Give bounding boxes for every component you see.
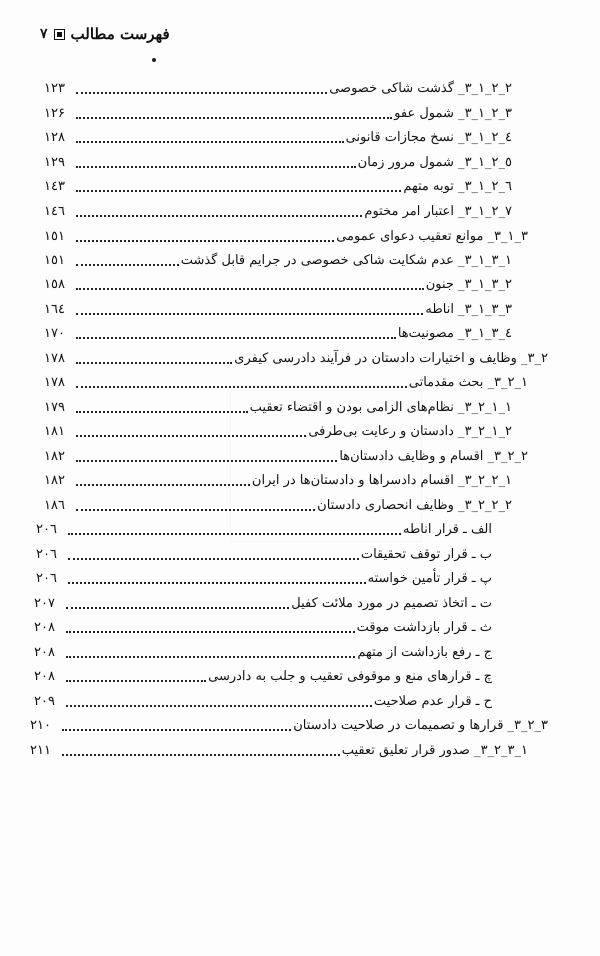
toc-entry[interactable]	[0, 250, 600, 272]
toc-entry-label: چ ـ قرارهای منع و موقوفی تعقیب و جلب به دادرسی	[208, 669, 492, 684]
toc-entry-label: ۱_۲_۳_ بحث مقدماتی	[408, 375, 528, 390]
toc-entry-body	[66, 544, 492, 566]
toc-entry-label: ۲_۱_۲_۳_ دادستان و رعایت بی‌طرفی	[308, 424, 512, 439]
toc-page-number: ۲۱۰	[30, 718, 51, 733]
toc-entry[interactable]	[0, 715, 600, 737]
toc-entry[interactable]	[0, 348, 600, 370]
toc-entry-label: ٤_۲_۱_۳_ نسخ مجازات قانونی	[345, 130, 512, 145]
toc-entry-body	[60, 740, 528, 762]
dot-leader	[76, 313, 423, 315]
toc-entry[interactable]	[0, 78, 600, 100]
dot-leader	[76, 386, 407, 388]
toc-entry[interactable]	[0, 226, 600, 248]
toc-page-number: ۱۸۱	[44, 424, 65, 439]
toc-page-number: ۱۲۳	[44, 81, 65, 96]
toc-page-number: ۱۷۹	[44, 400, 65, 415]
toc-entry-body	[74, 299, 512, 321]
dot-leader	[76, 92, 327, 94]
ink-dot	[152, 58, 156, 62]
toc-entry-body	[74, 226, 528, 248]
toc-entry[interactable]	[0, 544, 600, 566]
toc-page-number: ۱۸٦	[44, 498, 65, 513]
toc-page-number: ۲۰٦	[36, 547, 57, 562]
toc-entry-body	[74, 470, 512, 492]
dot-leader	[76, 411, 248, 413]
toc-page-number: ۱۷۰	[44, 326, 65, 341]
toc-page-number: ۱۷۸	[44, 351, 65, 366]
toc-entry-body	[74, 78, 512, 100]
toc-entry-body	[74, 201, 512, 223]
toc-entry[interactable]	[0, 446, 600, 468]
toc-entry-body	[74, 250, 512, 272]
dot-leader	[76, 141, 344, 143]
dot-leader	[76, 460, 337, 462]
toc-entry[interactable]	[0, 127, 600, 149]
toc-page-number: ۱٦٤	[44, 302, 65, 317]
dot-leader	[62, 754, 340, 756]
toc-page-number: ۲۰۸	[34, 620, 55, 635]
toc-entry-label: الف ـ قرار اناطه	[402, 522, 492, 537]
dot-leader	[76, 240, 334, 242]
toc-entry-body	[74, 372, 528, 394]
dot-leader	[66, 705, 372, 707]
toc-entry[interactable]	[0, 274, 600, 296]
toc-entry-label: ۱_۲_۲_۳_ اقسام دادسراها و دادستان‌ها در ایران	[251, 473, 512, 488]
toc-entry-body	[74, 348, 548, 370]
toc-entry-label: ۱_۳_۲_۳_ صدور قرار تعلیق تعقیب	[341, 743, 528, 758]
toc-entry-label: ۲_۳_ وظایف و اختیارات دادستان در فرآیند دادرسی کیفری	[234, 351, 548, 366]
toc-entry-label: ٥_۲_۱_۳_ شمول مرور زمان	[357, 155, 512, 170]
dot-leader	[66, 656, 355, 658]
toc-entry-label: ج ـ رفع بازداشت از متهم	[357, 645, 492, 660]
toc-entry-label: ۳_۳_۱_۳_ اناطه	[425, 302, 512, 317]
dot-leader	[76, 509, 315, 511]
toc-entry-body	[64, 617, 492, 639]
toc-entry-label: ۱_۱_۲_۳_ نظام‌های الزامی بودن و اقتضاء تعقیب	[249, 400, 512, 415]
toc-entry-label: ٦_۲_۱_۳_ توبه متهم	[403, 179, 512, 194]
toc-page-number: ۱٥۸	[44, 277, 65, 292]
toc-page-number: ۲۰۸	[34, 669, 55, 684]
dot-leader	[76, 215, 362, 217]
toc-page-number: ۲۱۱	[30, 743, 51, 758]
dot-leader	[76, 484, 250, 486]
toc-entry[interactable]	[0, 617, 600, 639]
toc-entry-body	[74, 495, 512, 517]
toc-entry-label: ۱_۳_۱_۳_ عدم شکایت شاکی خصوصی در جرایم قابل گذشت	[180, 253, 512, 268]
toc-page-number: ۲۰٦	[36, 522, 57, 537]
toc-entry-label: ٤_۳_۱_۳_ مصونیت‌ها	[397, 326, 512, 341]
toc-entry-body	[64, 691, 492, 713]
toc-entry[interactable]	[0, 372, 600, 394]
toc-page-number: ۱٥۱	[44, 253, 65, 268]
toc-entry-label: ۳_۲_۳_ قرارها و تصمیمات در صلاحیت دادستان	[293, 718, 548, 733]
toc-entry[interactable]	[0, 568, 600, 590]
dot-leader	[76, 362, 232, 364]
toc-entry-body	[60, 715, 548, 737]
toc-entry-label: ح ـ قرار عدم صلاحیت	[373, 694, 492, 709]
toc-page-number: ۱٥۱	[44, 229, 65, 244]
toc-entry[interactable]	[0, 323, 600, 345]
toc-entry-body	[64, 666, 492, 688]
dot-leader	[76, 190, 401, 192]
dot-leader	[76, 166, 356, 168]
toc-entry-body	[74, 323, 512, 345]
square-bullet-icon	[54, 29, 65, 40]
toc-entry[interactable]	[0, 593, 600, 615]
toc-page-number: ۲۰۷	[34, 596, 55, 611]
toc-entry[interactable]	[0, 103, 600, 125]
header-title: فهرست مطالب	[70, 25, 170, 43]
toc-entry-body	[74, 103, 512, 125]
dot-leader	[76, 117, 392, 119]
toc-entry[interactable]	[0, 176, 600, 198]
toc-entry-body	[74, 176, 512, 198]
dot-leader	[68, 582, 366, 584]
toc-entry[interactable]	[0, 519, 600, 541]
toc-page-number: ۱۲۹	[44, 155, 65, 170]
toc-entry-body	[64, 642, 492, 664]
toc-entry[interactable]	[0, 201, 600, 223]
toc-entry-label: ۷_۲_۱_۳_ اعتبار امر مختوم	[364, 204, 512, 219]
toc-entry-label: ۳_۱_۳_ موانع تعقیب دعوای عمومی	[336, 229, 528, 244]
toc-page-number: ۱٤۳	[44, 179, 65, 194]
toc-page-number: ۱٤٦	[44, 204, 65, 219]
toc-entry-label: ت ـ اتخاذ تصمیم در مورد ملائت کفیل	[291, 596, 492, 611]
toc-entry-label: ۲_۲_۳_ اقسام و وظایف دادستان‌ها	[339, 449, 528, 464]
toc-entry[interactable]	[0, 666, 600, 688]
dot-leader	[76, 435, 306, 437]
toc-page-number: ۱۲۶	[44, 106, 65, 121]
toc-entry-label: ب ـ قرار توقف تحقیقات	[360, 547, 492, 562]
toc-entry[interactable]	[0, 152, 600, 174]
toc-entry-label: ۳_۲_۱_۳_ شمول عفو	[394, 106, 512, 121]
dot-leader	[76, 337, 396, 339]
toc-entry[interactable]	[0, 642, 600, 664]
toc-entry-label: پ ـ قرار تأمین خواسته	[367, 571, 492, 586]
toc-entry-label: ۲_۲_۲_۳_ وظایف انحصاری دادستان	[317, 498, 512, 513]
toc-entry-label: ۲_۳_۱_۳_ جنون	[425, 277, 512, 292]
toc-entry[interactable]	[0, 299, 600, 321]
dot-leader	[76, 264, 179, 266]
toc-entry[interactable]	[0, 470, 600, 492]
toc-entry[interactable]	[0, 421, 600, 443]
toc-entry-label: ۲_۲_۱_۳_ گذشت شاکی خصوصی	[329, 81, 512, 96]
toc-entry-body	[74, 274, 512, 296]
toc-entry-body	[74, 152, 512, 174]
dot-leader	[66, 680, 206, 682]
toc-page-number: ۱۸۲	[44, 449, 65, 464]
toc-entry[interactable]	[0, 691, 600, 713]
dot-leader	[68, 533, 401, 535]
toc-page-number: ۲۰۹	[34, 694, 55, 709]
toc-entry[interactable]	[0, 397, 600, 419]
dot-leader	[62, 729, 291, 731]
dot-leader	[66, 607, 289, 609]
toc-page-number: ۱۲۸	[44, 130, 65, 145]
toc-page-number: ۱۷۸	[44, 375, 65, 390]
toc-entry-body	[66, 519, 492, 541]
toc-entry-body	[66, 568, 492, 590]
toc-entry-body	[74, 397, 512, 419]
toc-page-number: ۲۰۸	[34, 645, 55, 660]
toc-entry-body	[74, 446, 528, 468]
dot-leader	[68, 558, 359, 560]
dot-leader	[76, 288, 424, 290]
toc-entry-label: ث ـ قرار بازداشت موقت	[356, 620, 492, 635]
toc-entry-body	[74, 421, 512, 443]
toc-page-number: ۲۰٦	[36, 571, 57, 586]
dot-leader	[66, 631, 355, 633]
page-header	[40, 22, 170, 46]
toc-entry[interactable]	[0, 740, 600, 762]
toc-entry[interactable]	[0, 495, 600, 517]
header-page-number: ۷	[40, 26, 48, 42]
toc-page-number: ۱۸۲	[44, 473, 65, 488]
toc-entry-body	[64, 593, 492, 615]
toc-entry-body	[74, 127, 512, 149]
